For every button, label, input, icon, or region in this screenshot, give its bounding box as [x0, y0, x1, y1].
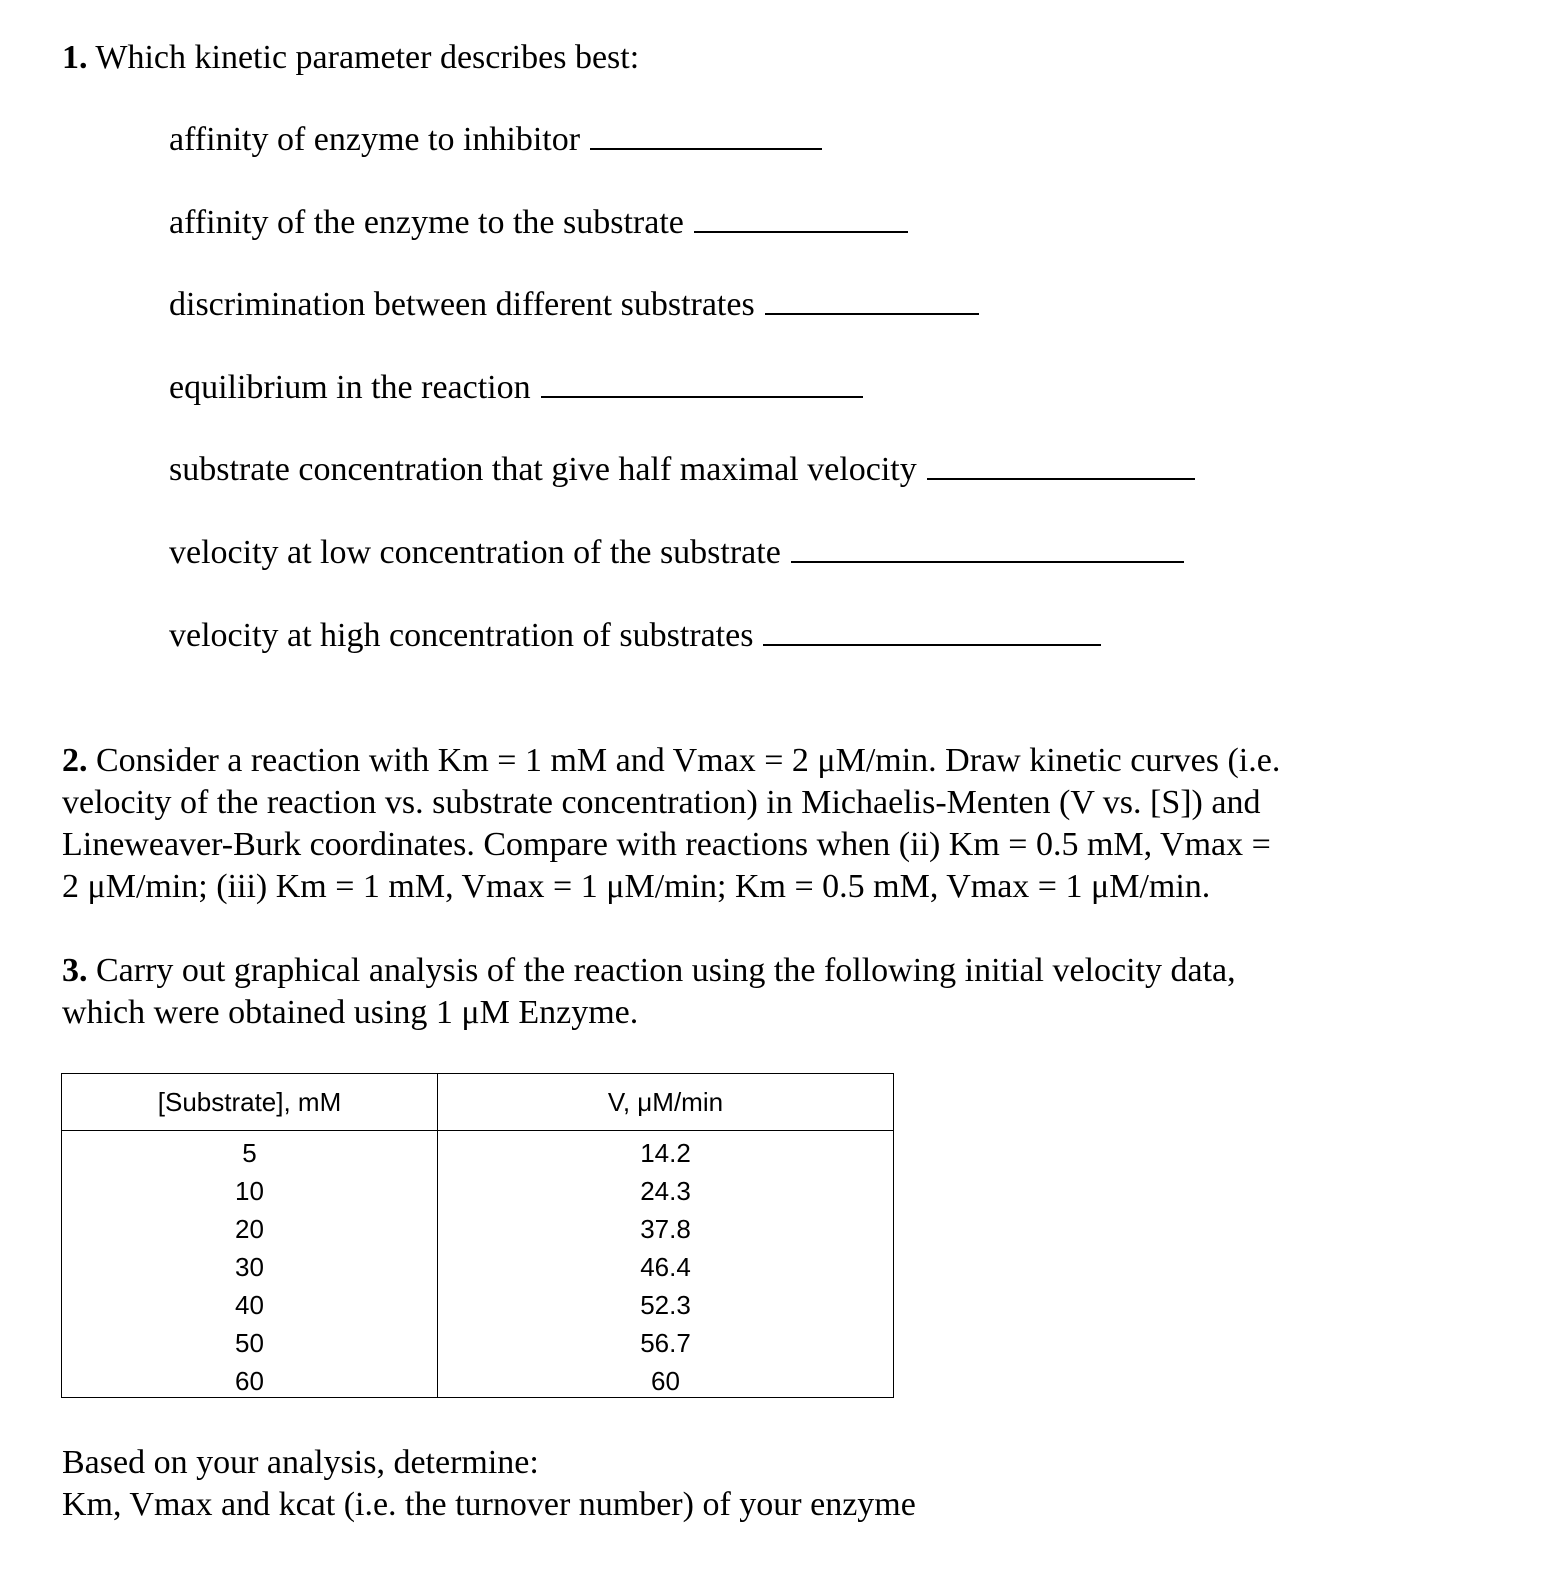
- velocity-cell: 14.2: [640, 1138, 691, 1168]
- conclusion-line-2: Km, Vmax and kcat (i.e. the turnover number) of your enzyme: [62, 1486, 916, 1523]
- substrate-cell: 60: [235, 1366, 264, 1396]
- question-2-line-4: 2 μM/min; (iii) Km = 1 mM, Vmax = 1 μM/min; Km = 0.5 mM, Vmax = 1 μM/min.: [62, 868, 1211, 905]
- question-2-line-1: Consider a reaction with Km = 1 mM and Vmax = 2 μM/min. Draw kinetic curves (i.e.: [96, 742, 1281, 779]
- question-3-number: 3.: [62, 952, 88, 989]
- q1-item: [169, 201, 908, 245]
- substrate-cell: 20: [235, 1214, 264, 1244]
- answer-blank[interactable]: [763, 614, 1101, 646]
- velocity-column: [438, 1134, 893, 1400]
- velocity-cell: 37.8: [640, 1214, 691, 1244]
- q1-item: [169, 531, 1184, 575]
- q1-item: [169, 283, 979, 327]
- velocity-cell: 52.3: [640, 1290, 691, 1320]
- answer-blank[interactable]: [694, 201, 908, 233]
- answer-blank[interactable]: [791, 531, 1184, 563]
- question-2: [62, 740, 1280, 908]
- question-3-line-1: Carry out graphical analysis of the reaction using the following initial velocity data,: [96, 952, 1236, 989]
- answer-blank[interactable]: [541, 366, 863, 398]
- substrate-column-header: [Substrate], mM: [157, 1086, 342, 1117]
- substrate-cell: 10: [235, 1176, 264, 1206]
- table-header-divider: [62, 1130, 893, 1131]
- q1-item-label: affinity of the enzyme to the substrate: [169, 204, 684, 241]
- q1-item-label: discrimination between different substrates: [169, 286, 755, 323]
- q1-item: [169, 448, 1195, 492]
- conclusion: [62, 1442, 916, 1526]
- substrate-cell: 5: [242, 1138, 257, 1168]
- q1-item: [169, 118, 822, 162]
- question-1-number: 1.: [62, 39, 88, 76]
- conclusion-line-1: Based on your analysis, determine:: [62, 1444, 539, 1481]
- substrate-cell: 40: [235, 1290, 264, 1320]
- velocity-cell: 46.4: [640, 1252, 691, 1282]
- answer-blank[interactable]: [765, 283, 979, 315]
- q1-item-label: velocity at high concentration of substrates: [169, 617, 754, 654]
- question-2-line-3: Lineweaver-Burk coordinates. Compare with reactions when (ii) Km = 0.5 mM, Vmax =: [62, 826, 1271, 863]
- question-3: [62, 950, 1236, 1034]
- answer-blank[interactable]: [927, 448, 1195, 480]
- q1-item-label: affinity of enzyme to inhibitor: [169, 121, 581, 158]
- question-2-number: 2.: [62, 742, 88, 779]
- substrate-cell: 30: [235, 1252, 264, 1282]
- velocity-column-header: V, μM/min: [607, 1086, 724, 1117]
- q1-item-label: substrate concentration that give half maximal velocity: [169, 451, 917, 488]
- question-3-line: [62, 950, 1236, 992]
- velocity-cell: 24.3: [640, 1176, 691, 1206]
- question-2-line: [62, 740, 1280, 782]
- q1-item-label: velocity at low concentration of the substrate: [169, 534, 781, 571]
- q1-item: [169, 614, 1101, 658]
- question-2-line-2: velocity of the reaction vs. substrate concentration) in Michaelis-Menten (V vs. [S]) and: [62, 784, 1261, 821]
- substrate-cell: 50: [235, 1328, 264, 1358]
- q1-item-label: equilibrium in the reaction: [169, 369, 531, 406]
- q1-item: [169, 366, 863, 410]
- velocity-cell: 56.7: [640, 1328, 691, 1358]
- velocity-cell: 60: [651, 1366, 680, 1396]
- answer-blank[interactable]: [590, 118, 822, 150]
- question-1-heading: [62, 36, 639, 80]
- question-1-text: Which kinetic parameter describes best:: [95, 39, 640, 76]
- velocity-data-table: [61, 1073, 894, 1398]
- question-3-line-2: which were obtained using 1 μM Enzyme.: [62, 994, 639, 1031]
- substrate-column: [62, 1134, 437, 1400]
